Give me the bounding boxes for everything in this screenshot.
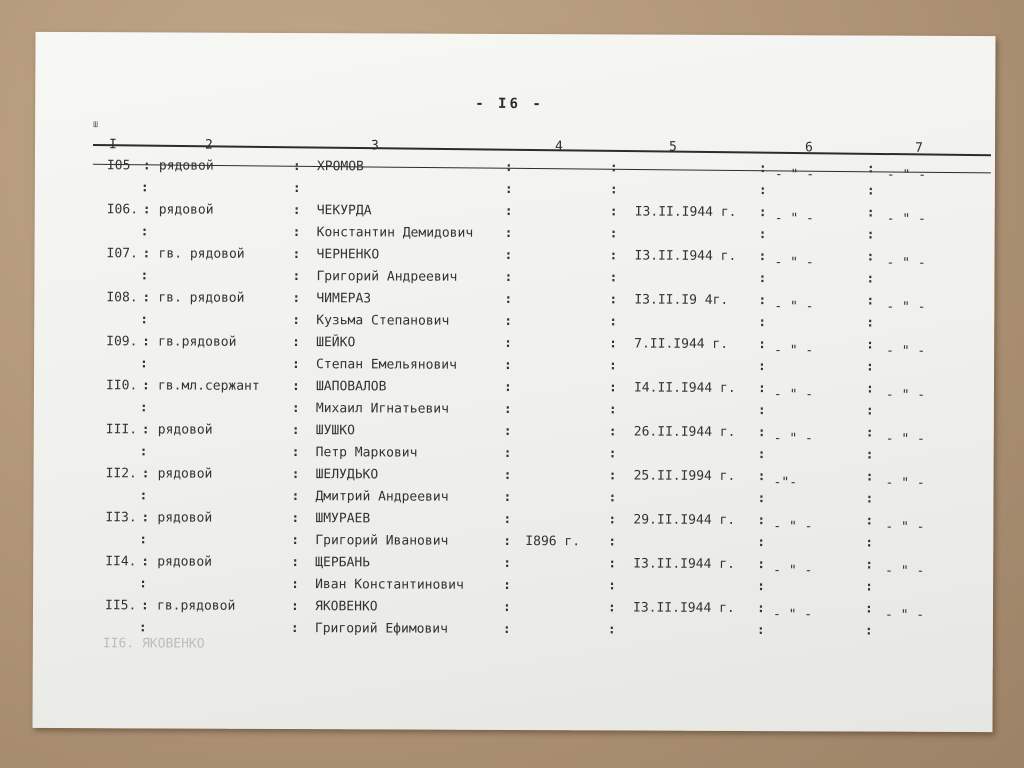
- colon-separator: :: [758, 161, 767, 177]
- row-number: II2.: [105, 466, 137, 482]
- colon-separator: :: [757, 557, 766, 573]
- date-cell: I3.II.I944 г.: [632, 600, 735, 616]
- colon-separator: :: [291, 379, 300, 395]
- colon-separator: :: [292, 247, 301, 263]
- colon-separator: :: [139, 488, 148, 504]
- colon-separator: :: [504, 247, 513, 263]
- colon-separator: :: [139, 576, 147, 592]
- colon-separator: :: [609, 292, 618, 308]
- col6-ditto: - " -: [773, 431, 813, 447]
- header-col-2: 2: [204, 137, 213, 153]
- given-name-cell: Дмитрий Андреевич: [315, 489, 449, 505]
- colon-separator: :: [290, 621, 299, 637]
- colon-separator: :: [866, 293, 875, 309]
- colon-separator: :: [292, 225, 301, 241]
- col7-ditto: - " -: [886, 255, 926, 271]
- colon-separator: :: [756, 623, 765, 639]
- col7-ditto: - " -: [885, 519, 925, 535]
- colon-separator: :: [504, 225, 513, 241]
- colon-separator: :: [865, 469, 874, 485]
- page-number: - I6 -: [475, 95, 544, 113]
- colon-separator: :: [866, 271, 875, 287]
- colon-separator: :: [503, 511, 512, 527]
- colon-separator: :: [140, 356, 148, 372]
- col7-ditto: - " -: [885, 431, 925, 447]
- date-cell: 25.II.I994 г.: [633, 468, 736, 484]
- given-name-cell: Иван Константинович: [315, 577, 464, 593]
- colon-separator: :: [609, 160, 618, 176]
- surname-cell: ЯКОВЕНКО: [314, 599, 378, 615]
- colon-separator: :: [758, 271, 767, 287]
- surname-cell: ШЕЛУДЬКО: [315, 467, 379, 483]
- colon-separator: :: [141, 554, 150, 570]
- colon-separator: :: [502, 599, 511, 615]
- colon-separator: :: [608, 424, 617, 440]
- colon-separator: :: [608, 490, 617, 506]
- given-name-cell: Константин Демидович: [316, 225, 474, 241]
- colon-separator: :: [866, 249, 875, 265]
- given-name-cell: Кузьма Степанович: [316, 313, 450, 329]
- colon-separator: :: [607, 622, 616, 638]
- col7-ditto: - " -: [885, 475, 925, 491]
- row-number: I06.: [106, 202, 139, 218]
- typed-document-sheet: [32, 32, 995, 732]
- colon-separator: :: [609, 358, 617, 374]
- colon-separator: :: [866, 315, 875, 331]
- given-name-cell: Степан Емельянович: [316, 357, 457, 373]
- colon-separator: :: [609, 314, 618, 330]
- colon-separator: :: [865, 403, 874, 419]
- colon-separator: :: [292, 335, 301, 351]
- colon-separator: :: [864, 601, 873, 617]
- colon-separator: :: [608, 578, 616, 594]
- colon-separator: :: [504, 335, 513, 351]
- colon-separator: :: [758, 293, 767, 309]
- col6-ditto: -"-: [773, 475, 798, 491]
- colon-separator: :: [292, 159, 301, 175]
- row-number: II0.: [105, 378, 138, 394]
- header-bottom-rule: [93, 164, 991, 174]
- colon-separator: :: [292, 181, 301, 197]
- col7-ditto: - " -: [885, 387, 926, 403]
- header-top-rule: [93, 144, 991, 156]
- given-name-cell: Григорий Иванович: [315, 533, 449, 549]
- colon-separator: :: [608, 380, 617, 396]
- row-number: II4.: [105, 554, 137, 570]
- surname-cell: ЧЕКУРДА: [316, 203, 372, 219]
- colon-separator: :: [504, 181, 513, 197]
- colon-separator: :: [757, 403, 766, 419]
- col7-ditto: - " -: [886, 299, 926, 315]
- colon-separator: :: [141, 422, 150, 438]
- colon-separator: :: [609, 336, 618, 352]
- rank-cell: рядовой: [157, 554, 213, 570]
- colon-separator: :: [609, 248, 618, 264]
- date-cell: I3.II.I944 г.: [634, 248, 737, 264]
- given-name-cell: Петр Маркович: [315, 445, 418, 461]
- colon-separator: :: [503, 401, 512, 417]
- colon-separator: :: [504, 313, 513, 329]
- colon-separator: :: [866, 359, 874, 375]
- row-number: III.: [105, 422, 138, 438]
- rank-cell: гв.мл.сержант: [157, 378, 260, 394]
- colon-separator: :: [503, 555, 512, 571]
- colon-separator: :: [291, 445, 300, 461]
- col6-ditto: - " -: [772, 607, 813, 623]
- colon-separator: :: [292, 203, 301, 219]
- surname-cell: ШЕЙКО: [316, 335, 356, 351]
- given-name-cell: Григорий Ефимович: [314, 621, 449, 637]
- colon-separator: :: [865, 535, 874, 551]
- colon-separator: :: [291, 423, 300, 439]
- colon-separator: :: [504, 357, 512, 373]
- surname-cell: ХРОМОВ: [316, 159, 364, 175]
- colon-separator: :: [142, 290, 151, 306]
- surname-cell: ЧИМЕРАЗ: [316, 291, 372, 307]
- colon-separator: :: [142, 158, 151, 174]
- colon-separator: :: [608, 556, 617, 572]
- colon-separator: :: [608, 534, 617, 550]
- row-number: I05: [106, 158, 131, 174]
- rank-cell: рядовой: [157, 466, 213, 482]
- colon-separator: :: [140, 598, 149, 614]
- row-number: I08.: [106, 290, 138, 306]
- date-cell: I3.II.I9 4г.: [634, 292, 729, 308]
- colon-separator: :: [757, 447, 766, 463]
- rank-cell: рядовой: [157, 422, 213, 438]
- colon-separator: :: [142, 246, 151, 262]
- colon-separator: :: [141, 378, 150, 394]
- colon-separator: :: [757, 469, 766, 485]
- col7-ditto: - " -: [884, 607, 925, 623]
- colon-separator: :: [758, 183, 767, 199]
- colon-separator: :: [291, 489, 300, 505]
- col6-ditto: - " -: [773, 519, 813, 535]
- colon-separator: :: [609, 270, 618, 286]
- rank-cell: гв. рядовой: [158, 246, 245, 262]
- colon-separator: :: [503, 467, 512, 483]
- colon-separator: :: [141, 466, 150, 482]
- colon-separator: :: [503, 423, 512, 439]
- col6-ditto: - " -: [774, 255, 814, 271]
- colon-separator: :: [864, 623, 873, 639]
- header-col-1: I: [108, 137, 117, 153]
- colon-separator: :: [503, 577, 511, 593]
- colon-separator: :: [865, 491, 874, 507]
- colon-separator: :: [139, 400, 148, 416]
- colon-separator: :: [757, 425, 766, 441]
- colon-separator: :: [292, 357, 300, 373]
- rank-cell: гв.рядовой: [156, 598, 236, 614]
- colon-separator: :: [608, 468, 617, 484]
- colon-separator: :: [866, 205, 875, 221]
- rank-cell: рядовой: [158, 158, 214, 174]
- row-number: II5.: [104, 598, 137, 614]
- colon-separator: :: [609, 204, 618, 220]
- colon-separator: :: [865, 425, 874, 441]
- colon-separator: :: [291, 467, 300, 483]
- colon-separator: :: [608, 446, 617, 462]
- colon-separator: :: [866, 337, 875, 353]
- colon-separator: :: [608, 512, 617, 528]
- colon-separator: :: [866, 161, 875, 177]
- colon-separator: :: [504, 203, 513, 219]
- given-name-cell: Михаил Игнатьевич: [315, 401, 449, 417]
- colon-separator: :: [291, 577, 299, 593]
- colon-separator: :: [291, 533, 300, 549]
- colon-separator: :: [292, 313, 301, 329]
- date-cell: I3.II.I944 г.: [633, 556, 735, 572]
- rank-cell: рядовой: [158, 202, 214, 218]
- colon-separator: :: [608, 402, 617, 418]
- colon-separator: :: [503, 445, 512, 461]
- date-cell: 7.II.I944 г.: [634, 336, 729, 352]
- colon-separator: :: [609, 182, 618, 198]
- colon-separator: :: [142, 202, 151, 218]
- colon-separator: :: [140, 268, 149, 284]
- row-number: I09.: [106, 334, 138, 350]
- rank-cell: гв. рядовой: [158, 290, 245, 306]
- colon-separator: :: [756, 601, 765, 617]
- colon-separator: :: [138, 620, 147, 636]
- given-name-cell: Григорий Андреевич: [316, 269, 458, 285]
- date-cell: I3.II.I944 г.: [634, 204, 737, 220]
- colon-separator: :: [139, 444, 148, 460]
- colon-separator: :: [609, 226, 618, 242]
- colon-separator: :: [866, 227, 875, 243]
- date-cell: 29.II.I944 г.: [633, 512, 736, 528]
- colon-separator: :: [140, 312, 149, 328]
- col6-ditto: - " -: [774, 167, 815, 183]
- rank-cell: рядовой: [157, 510, 213, 526]
- colon-separator: :: [607, 600, 616, 616]
- colon-separator: :: [504, 291, 513, 307]
- colon-separator: :: [865, 447, 874, 463]
- colon-separator: :: [758, 315, 767, 331]
- colon-separator: :: [503, 533, 512, 549]
- col7-ditto: - " -: [885, 563, 925, 579]
- colon-separator: :: [865, 579, 873, 595]
- rank-cell: гв.рядовой: [158, 334, 237, 350]
- col6-ditto: - " -: [774, 343, 814, 359]
- col6-ditto: - " -: [773, 563, 813, 579]
- colon-separator: :: [757, 491, 766, 507]
- corner-mark: Ш: [93, 120, 98, 130]
- colon-separator: :: [292, 269, 301, 285]
- date-cell: 26.II.I944 г.: [633, 424, 736, 440]
- row-number: I07.: [106, 246, 138, 262]
- surname-cell: ШУШКО: [315, 423, 355, 439]
- col6-ditto: - " -: [774, 299, 814, 315]
- header-col-7: 7: [914, 140, 923, 156]
- colon-separator: :: [757, 535, 766, 551]
- colon-separator: :: [757, 381, 766, 397]
- colon-separator: :: [757, 579, 765, 595]
- header-col-3: 3: [370, 138, 379, 154]
- birth-year-cell: I896 г.: [525, 534, 581, 550]
- colon-separator: :: [140, 224, 149, 240]
- colon-separator: :: [503, 379, 512, 395]
- col7-ditto: - " -: [886, 343, 926, 359]
- colon-separator: :: [758, 227, 767, 243]
- colon-separator: :: [758, 205, 767, 221]
- colon-separator: :: [291, 555, 300, 571]
- col7-ditto: - " -: [886, 211, 926, 227]
- surname-cell: ЩЕРБАНЬ: [315, 555, 371, 571]
- colon-separator: :: [865, 381, 874, 397]
- colon-separator: :: [140, 180, 149, 196]
- colon-separator: :: [290, 599, 299, 615]
- row-number: II3.: [105, 510, 137, 526]
- faded-next-entry: II6. ЯКОВЕНКО: [102, 636, 205, 652]
- col6-ditto: - " -: [774, 211, 814, 227]
- colon-separator: :: [866, 183, 875, 199]
- colon-separator: :: [291, 401, 300, 417]
- colon-separator: :: [291, 511, 300, 527]
- colon-separator: :: [757, 513, 766, 529]
- colon-separator: :: [502, 621, 511, 637]
- colon-separator: :: [758, 359, 766, 375]
- col6-ditto: - " -: [773, 387, 814, 403]
- colon-separator: :: [865, 557, 874, 573]
- colon-separator: :: [504, 159, 513, 175]
- header-col-6: 6: [804, 140, 813, 156]
- colon-separator: :: [503, 489, 512, 505]
- surname-cell: ШМУРАЕВ: [315, 511, 371, 527]
- colon-separator: :: [504, 269, 513, 285]
- colon-separator: :: [758, 337, 767, 353]
- colon-separator: :: [141, 510, 150, 526]
- col7-ditto: - " -: [886, 167, 927, 183]
- surname-cell: ШАПОВАЛОВ: [315, 379, 387, 395]
- colon-separator: :: [139, 532, 148, 548]
- date-cell: I4.II.I944 г.: [633, 380, 736, 396]
- colon-separator: :: [292, 291, 301, 307]
- colon-separator: :: [865, 513, 874, 529]
- header-col-5: 5: [668, 139, 677, 155]
- header-col-4: 4: [554, 139, 563, 155]
- colon-separator: :: [142, 334, 151, 350]
- surname-cell: ЧЕРНЕНКО: [316, 247, 380, 263]
- colon-separator: :: [758, 249, 767, 265]
